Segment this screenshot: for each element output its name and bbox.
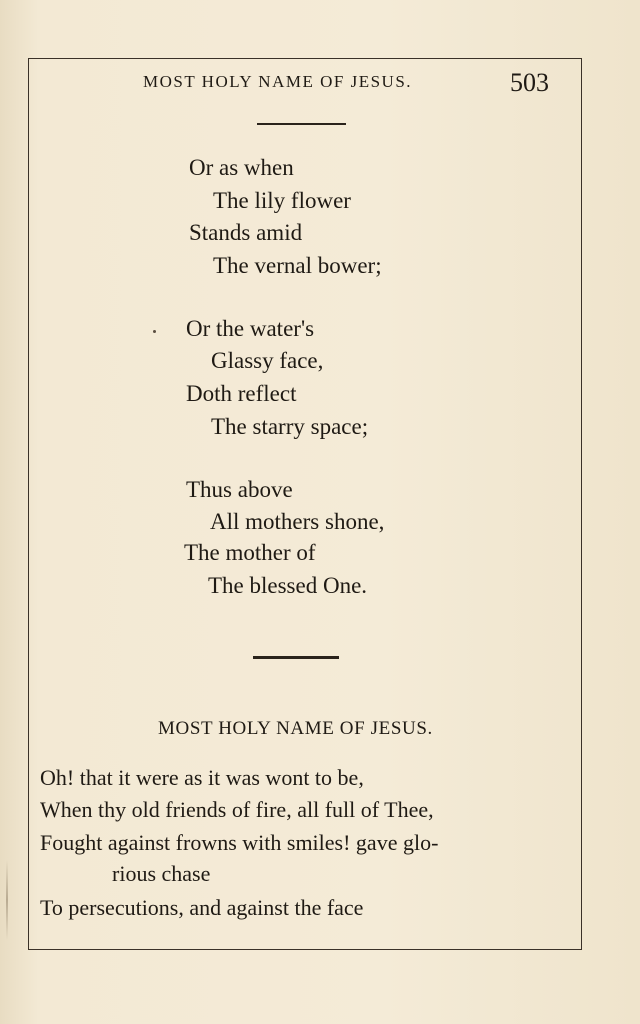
section-title: MOST HOLY NAME OF JESUS.	[158, 718, 433, 739]
poem-line: Thus above	[186, 477, 293, 502]
section-divider-rule	[253, 656, 339, 659]
poem-line: The lily flower	[213, 188, 351, 213]
text-line: When thy old friends of fire, all full of Thee,	[40, 797, 434, 822]
page-number: 503	[510, 68, 549, 97]
poem-line: Or as when	[189, 155, 294, 180]
top-ornamental-rule	[257, 123, 346, 125]
poem-line: Doth reflect	[186, 381, 297, 406]
text-line: rious chase	[112, 861, 211, 886]
poem-line: All mothers shone,	[210, 509, 385, 534]
poem-line: Stands amid	[189, 220, 303, 245]
text-line: Oh! that it were as it was wont to be,	[40, 765, 364, 790]
text-line: To persecutions, and against the face	[40, 895, 364, 920]
running-head: MOST HOLY NAME OF JESUS.	[143, 72, 413, 91]
ink-speck	[153, 330, 156, 333]
poem-line: The mother of	[184, 540, 316, 565]
poem-line: The vernal bower;	[213, 253, 382, 278]
poem-line: Or the water's	[186, 316, 315, 341]
page-edge-shadow	[6, 860, 8, 940]
poem-line: The blessed One.	[208, 573, 368, 598]
text-line: Fought against frowns with smiles! gave glo-	[40, 830, 439, 855]
poem-line: The starry space;	[211, 414, 369, 439]
poem-line: Glassy face,	[211, 348, 324, 373]
